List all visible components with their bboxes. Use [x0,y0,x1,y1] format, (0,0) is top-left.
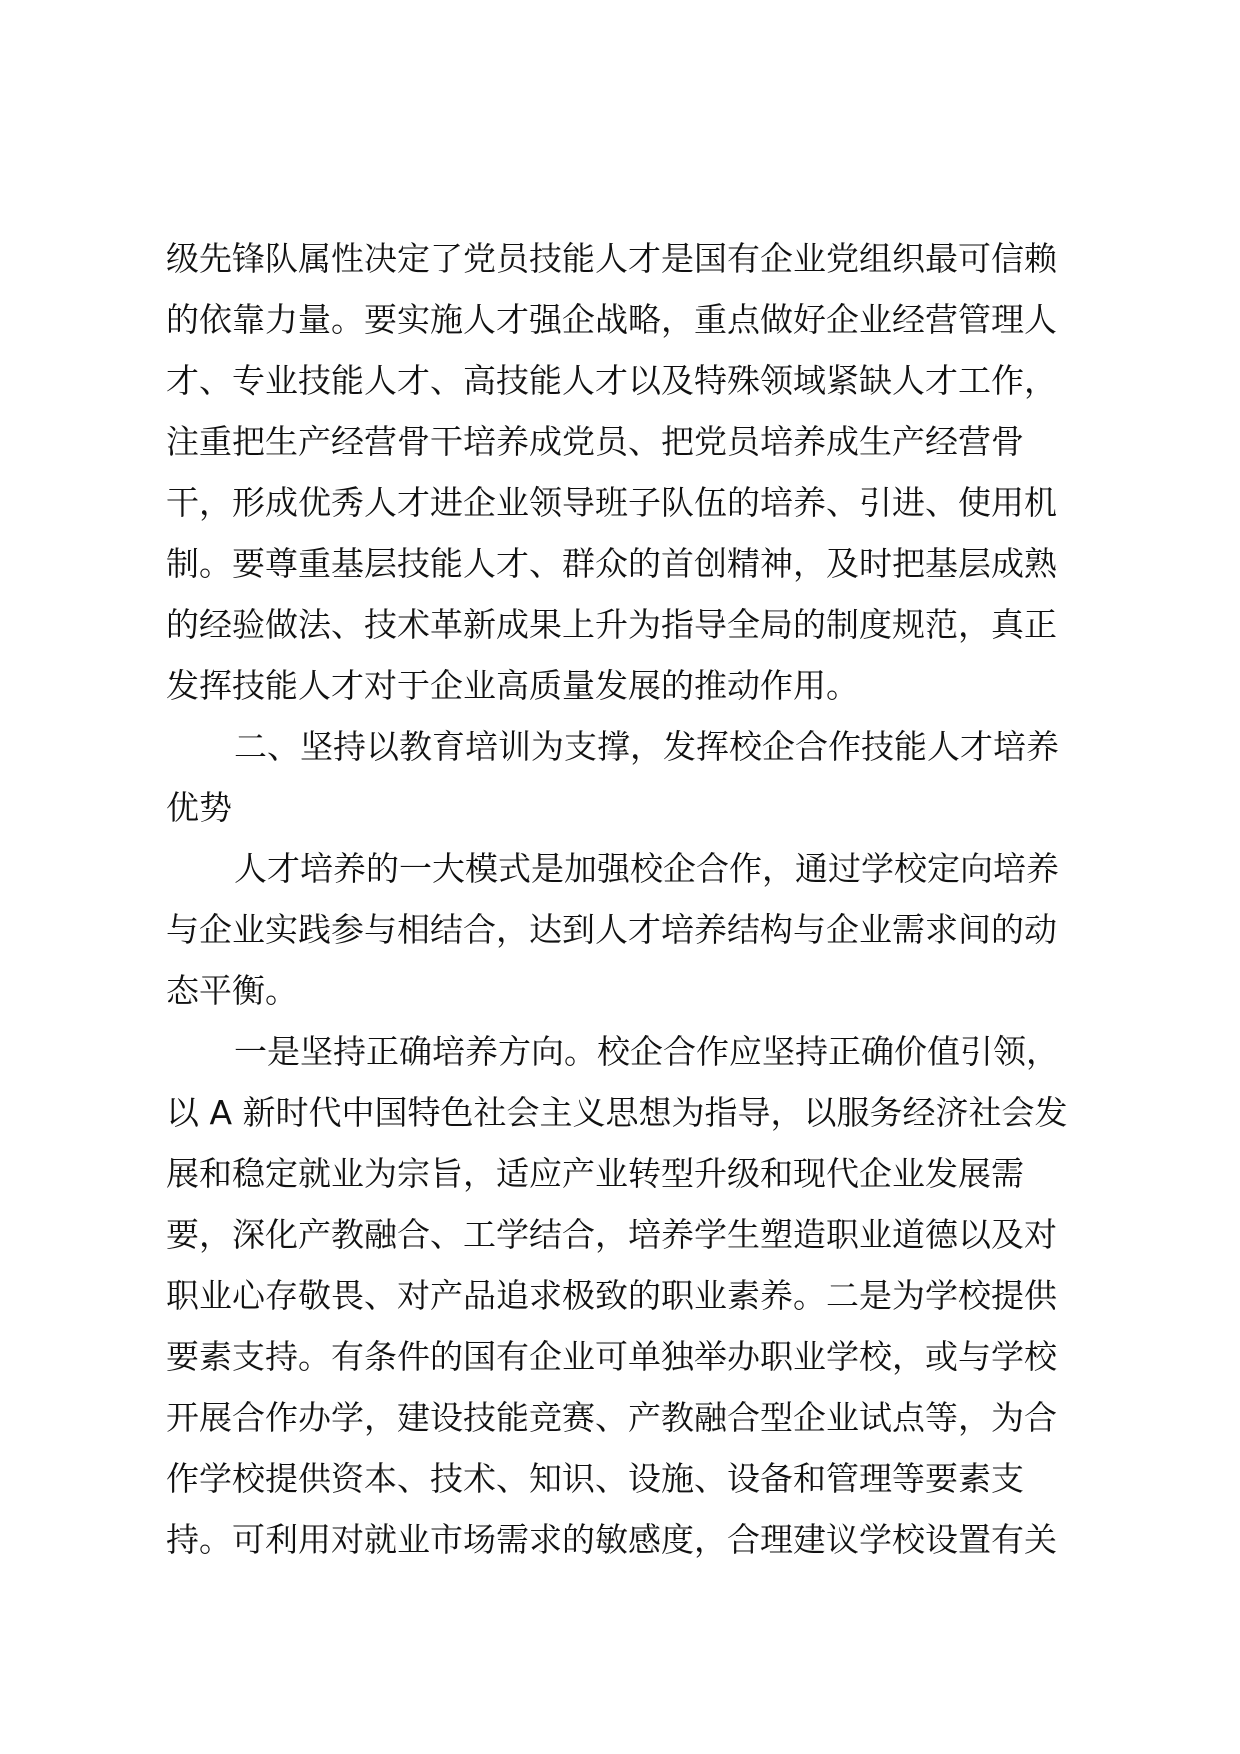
text-line-3: 才、专业技能人才、高技能人才以及特殊领域紧缺人才工作， [166,361,1057,400]
text-line-16: 展和稳定就业为宗旨，适应产业转型升级和现代企业发展需 [166,1154,1024,1193]
text-line-20: 开展合作办学，建设技能竞赛、产教融合型企业试点等，为合 [166,1398,1057,1437]
text-line-21: 作学校提供资本、技术、知识、设施、设备和管理等要素支 [166,1459,1024,1498]
text-line-19: 要素支持。有条件的国有企业可单独举办职业学校，或与学校 [166,1337,1057,1376]
document-body [166,228,1086,1570]
text-line-15: 以 A 新时代中国特色社会主义思想为指导，以服务经济社会发 [166,1093,1068,1132]
text-line-11: 人才培养的一大模式是加强校企合作，通过学校定向培养 [234,849,1059,888]
section-heading-line-1: 二、坚持以教育培训为支撑，发挥校企合作技能人才培养 [234,727,1059,766]
text-line-2: 的依靠力量。要实施人才强企战略，重点做好企业经营管理人 [166,300,1057,339]
text-line-12: 与企业实践参与相结合，达到人才培养结构与企业需求间的动 [166,910,1057,949]
text-line-18: 职业心存敬畏、对产品追求极致的职业素养。二是为学校提供 [166,1276,1057,1315]
text-line-6: 制。要尊重基层技能人才、群众的首创精神，及时把基层成熟 [166,544,1057,583]
text-line-17: 要，深化产教融合、工学结合，培养学生塑造职业道德以及对 [166,1215,1057,1254]
text-line-5: 干，形成优秀人才进企业领导班子队伍的培养、引进、使用机 [166,483,1057,522]
text-line-1: 级先锋队属性决定了党员技能人才是国有企业党组织最可信赖 [166,239,1057,278]
text-line-13: 态平衡。 [166,971,298,1010]
section-heading-line-2: 优势 [166,788,232,827]
text-line-22: 持。可利用对就业市场需求的敏感度，合理建议学校设置有关 [166,1520,1057,1559]
text-line-14: 一是坚持正确培养方向。校企合作应坚持正确价值引领， [234,1032,1059,1071]
text-line-8: 发挥技能人才对于企业高质量发展的推动作用。 [166,666,859,705]
text-line-4: 注重把生产经营骨干培养成党员、把党员培养成生产经营骨 [166,422,1024,461]
text-line-7: 的经验做法、技术革新成果上升为指导全局的制度规范，真正 [166,605,1057,644]
